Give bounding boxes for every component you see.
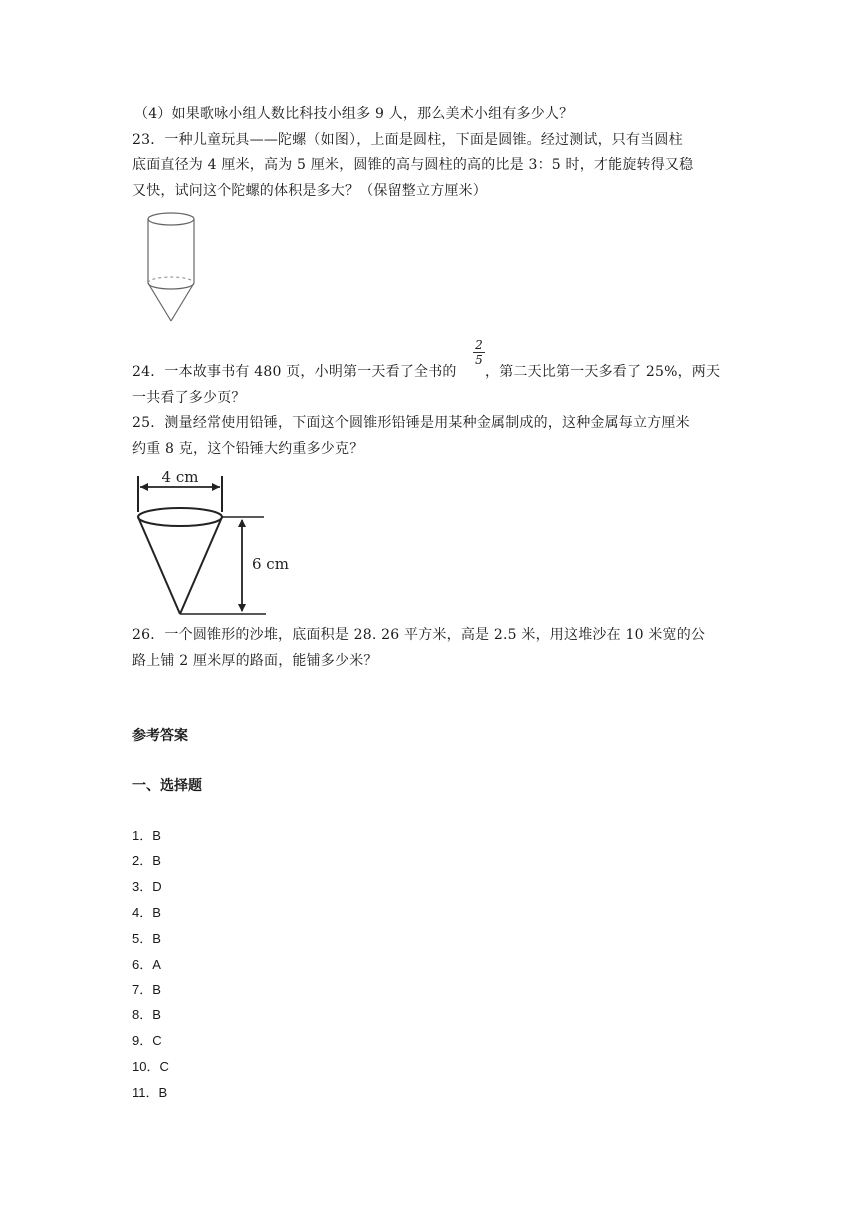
fraction-two-fifths	[473, 339, 485, 366]
q26-line-1: 26．一个圆锥形的沙堆，底面积是 28. 26 平方米，高是 2.5 米，用这堆沙在 10 米宽的公	[132, 627, 706, 643]
answer-item: 11．B	[132, 1085, 168, 1100]
q24-line-1-post: ，第二天比第一天多看了 25%，两天	[485, 364, 721, 380]
plumb-bob-cone-figure	[134, 462, 304, 622]
answer-item: 8．B	[132, 1007, 161, 1022]
q23-line-3: 又快，试问这个陀螺的体积是多大？（保留整立方厘米）	[132, 183, 487, 199]
top-toy-figure	[135, 210, 215, 328]
fraction-denominator: 5	[475, 353, 483, 367]
answers-title: 参考答案	[132, 728, 188, 744]
answer-item: 6．A	[132, 957, 161, 972]
q22-part4-text: （4）如果歌咏小组人数比科技小组多 9 人，那么美术小组有多少人？	[134, 106, 574, 122]
answer-item: 1．B	[132, 828, 161, 843]
height-label: 6 cm	[252, 555, 289, 573]
answer-item: 3．D	[132, 879, 162, 894]
q24-line-1-pre: 24．一本故事书有 480 页，小明第一天看了全书的	[132, 364, 457, 380]
q23-line-1: 23．一种儿童玩具——陀螺（如图），上面是圆柱，下面是圆锥。经过测试，只有当圆柱	[132, 132, 683, 148]
q25-line-2: 约重 8 克，这个铅锤大约重多少克？	[132, 441, 364, 457]
diameter-label: 4 cm	[161, 468, 199, 486]
q24-line-2: 一共看了多少页？	[132, 390, 246, 406]
q25-line-1: 25．测量经常使用铅锤，下面这个圆锥形铅锤是用某种金属制成的，这种金属每立方厘米	[132, 415, 690, 431]
answer-item: 4．B	[132, 905, 161, 920]
fraction-numerator: 2	[475, 338, 483, 352]
q23-line-2: 底面直径为 4 厘米，高为 5 厘米，圆锥的高与圆柱的高的比是 3：5 时，才能旋转得又稳	[132, 157, 694, 173]
answer-item: 2．B	[132, 853, 161, 868]
answer-item: 10．C	[132, 1059, 169, 1074]
q26-line-2: 路上铺 2 厘米厚的路面，能铺多少米？	[132, 653, 378, 669]
section-choice-heading: 一、选择题	[132, 778, 202, 794]
answer-item: 9．C	[132, 1033, 162, 1048]
answer-item: 5．B	[132, 931, 161, 946]
answer-item: 7．B	[132, 982, 161, 997]
